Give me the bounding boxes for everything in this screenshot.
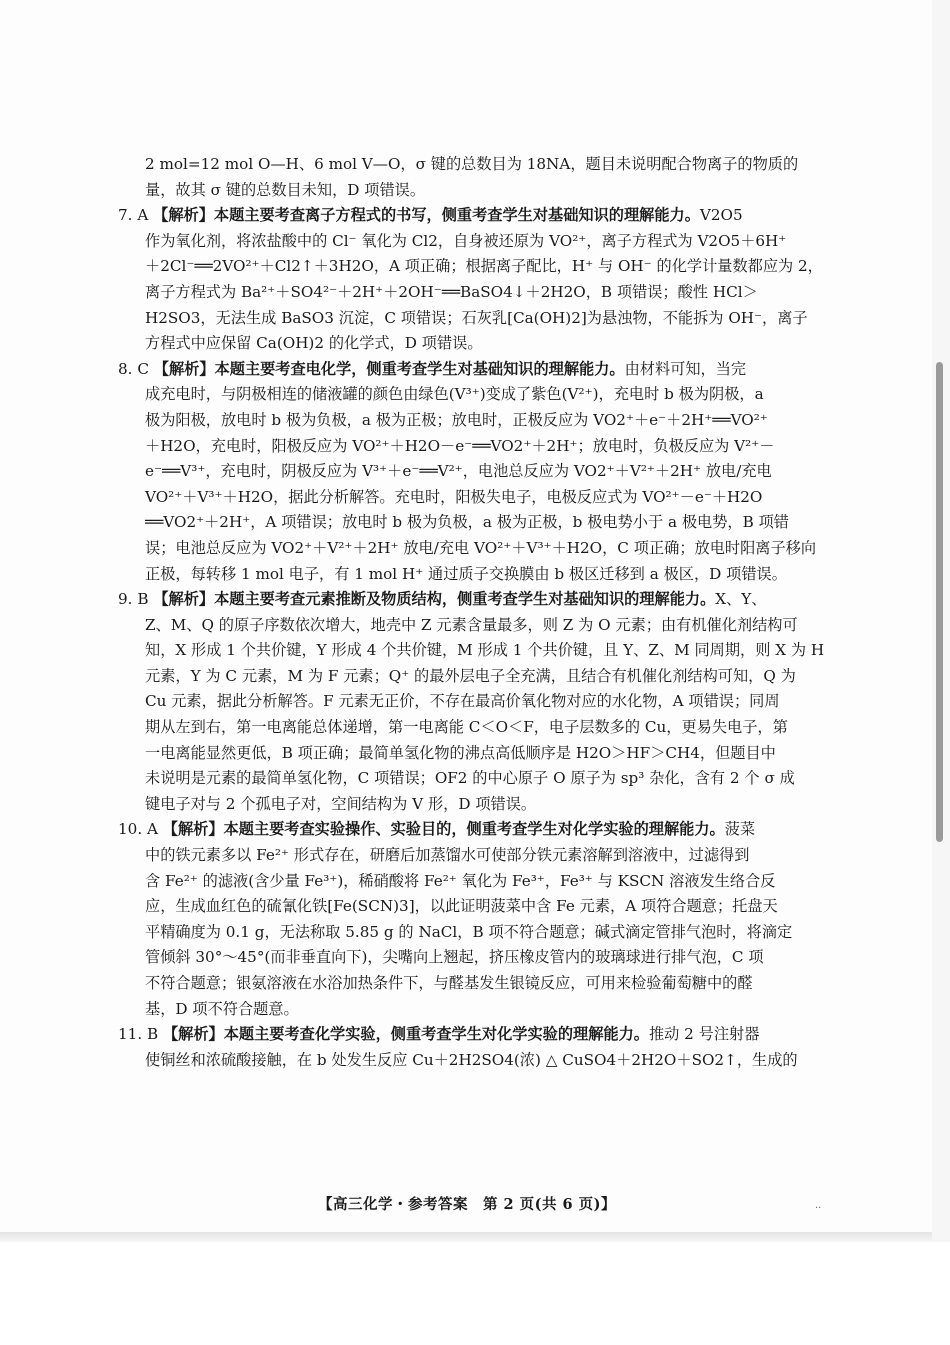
text-run: 一电离能显然更低，B 项正确；最简单氢化物的沸点高低顺序是 H2O＞HF＞CH4，但题目中 <box>145 743 776 762</box>
text-line <box>118 178 830 204</box>
text-run: e⁻══V³⁺，充电时，阴极反应为 V³⁺＋e⁻══V²⁺，电池总反应为 VO2⁺＋V²⁺＋2H⁺ 放电/充电 <box>145 462 772 481</box>
text-run: 基，D 项不符合题意。 <box>145 999 299 1018</box>
text-line <box>118 997 830 1023</box>
text-line <box>118 587 830 613</box>
text-line <box>118 1022 830 1048</box>
text-run: 使铜丝和浓硫酸接触，在 b 处发生反应 Cu＋2H2SO4(浓) △ CuSO4＋2H2O＋SO2↑，生成的 <box>145 1050 798 1069</box>
text-run: 元素，Y 为 C 元素，M 为 F 元素；Q⁺ 的最外层电子全充满，且结合有机催化剂结构可知，Q 为 <box>145 666 796 685</box>
text-run: 10. A <box>118 820 163 839</box>
text-line <box>118 229 830 255</box>
footer-mark: ·· <box>815 1203 822 1214</box>
text-line <box>118 280 830 306</box>
analysis-heading: 【解析】本题主要考查化学实验，侧重考查学生对化学实验的理解能力。 <box>162 1025 649 1044</box>
text-run: V2O5 <box>699 206 743 225</box>
text-run: 平精确度为 0.1 g，无法称取 5.85 g 的 NaCl，B 项不符合题意；碱式滴定管排气泡时，将滴定 <box>145 922 793 941</box>
text-line <box>118 869 830 895</box>
text-run: 方程式中应保留 Ca(OH)2 的化学式，D 项错误。 <box>145 334 483 353</box>
text-run: X、Y、 <box>715 590 767 609</box>
text-line <box>118 843 830 869</box>
text-run: 误；电池总反应为 VO2⁺＋V²⁺＋2H⁺ 放电/充电 VO²⁺＋V³⁺＋H2O，C 项正确；放电时阳离子移向 <box>145 538 817 557</box>
text-run: 由材料可知，当完 <box>624 359 747 378</box>
text-run: 2 mol=12 mol O—H、6 mol V—O，σ 键的总数目为 18NA，题目未说明配合物离子的物质的 <box>145 155 799 173</box>
text-run: 离子方程式为 Ba²⁺＋SO4²⁻＋2H⁺＋2OH⁻══BaSO4↓＋2H2O，B 项错误；酸性 HCl＞ <box>145 282 758 301</box>
text-line <box>118 536 830 562</box>
text-line <box>118 382 830 408</box>
text-run: 菠菜 <box>724 820 756 839</box>
text-line <box>118 792 830 818</box>
text-run: 量，故其 σ 键的总数目未知，D 项错误。 <box>145 180 426 199</box>
page-footer: 【高三化学・参考答案 第 2 页(共 6 页)】 <box>317 1196 617 1213</box>
text-line <box>118 459 830 485</box>
text-line <box>118 766 830 792</box>
text-run: 知，X 形成 1 个共价键，Y 形成 4 个共价键，M 形成 1 个共价键，且 Y、Z、M 同周期，则 X 为 H <box>145 641 825 660</box>
text-run: 管倾斜 30°～45°(而非垂直向下)，尖嘴向上翘起，挤压橡皮管内的玻璃球进行排气泡，C 项 <box>145 948 764 967</box>
analysis-heading: 【解析】本题主要考查元素推断及物质结构，侧重考查学生对基础知识的理解能力。 <box>153 590 716 609</box>
text-run: 7. A <box>118 206 154 225</box>
text-run: 未说明是元素的最简单氢化物，C 项错误；OF2 的中心原子 O 原子为 sp³ 杂化，含有 2 个 σ 成 <box>145 769 795 788</box>
text-run: 键电子对与 2 个孤电子对，空间结构为 V 形，D 项错误。 <box>145 794 537 813</box>
text-line <box>118 152 830 178</box>
text-run: 推动 2 号注射器 <box>648 1025 760 1044</box>
text-run: 正极，每转移 1 mol 电子，有 1 mol H⁺ 通过质子交换膜由 b 极区迁移到 a 极区，D 项错误。 <box>145 564 787 583</box>
text-run: Cu 元素，据此分析解答。F 元素无正价，不存在最高价氧化物对应的水化物，A 项错误；同周 <box>145 692 780 711</box>
text-line <box>118 689 830 715</box>
text-line <box>118 203 830 229</box>
text-line <box>118 971 830 997</box>
text-line <box>118 945 830 971</box>
text-run: 11. B <box>118 1025 163 1044</box>
text-run: H2SO3，无法生成 BaSO3 沉淀，C 项错误；石灰乳[Ca(OH)2]为悬浊物，不能拆为 OH⁻，离子 <box>145 308 808 327</box>
text-line <box>118 1048 830 1074</box>
text-line <box>118 306 830 332</box>
text-line <box>118 715 830 741</box>
text-line <box>118 331 830 357</box>
text-run: 9. B <box>118 590 154 609</box>
analysis-heading: 【解析】本题主要考查电化学，侧重考查学生对基础知识的理解能力。 <box>153 359 625 378</box>
text-run: VO²⁺＋V³⁺＋H2O，据此分析解答。充电时，阳极失电子，电极反应式为 VO²⁺－e⁻＋H2O <box>145 487 763 506</box>
text-line <box>118 357 830 383</box>
text-run: 含 Fe²⁺ 的滤液(含少量 Fe³⁺)，稀硝酸将 Fe²⁺ 氧化为 Fe³⁺，Fe³⁺ 与 KSCN 溶液发生络合反 <box>145 871 776 890</box>
text-run: 成充电时，与阴极相连的储液罐的颜色由绿色(V³⁺)变成了紫色(V²⁺)，充电时 b 极为阴极，a <box>145 385 764 404</box>
text-run: ══VO2⁺＋2H⁺，A 项错误；放电时 b 极为负极，a 极为正极，b 极电势小于 a 极电势，B 项错 <box>145 513 789 532</box>
text-line <box>118 894 830 920</box>
text-line <box>118 817 830 843</box>
answer-text <box>118 152 830 1073</box>
text-line <box>118 562 830 588</box>
text-line <box>118 434 830 460</box>
text-run: 8. C <box>118 359 154 378</box>
text-run: 极为阳极，放电时 b 极为负极，a 极为正极；放电时，正极反应为 VO2⁺＋e⁻＋2H⁺══VO²⁺ <box>145 410 768 429</box>
text-run: 应，生成血红色的硫氰化铁[Fe(SCN)3]，以此证明菠菜中含 Fe 元素，A 项符合题意；托盘天 <box>145 897 778 916</box>
text-line <box>118 408 830 434</box>
text-line <box>118 741 830 767</box>
text-run: 期从左到右，第一电离能总体递增，第一电离能 C＜O＜F，电子层数多的 Cu，更易失电子，第 <box>145 718 788 737</box>
text-line <box>118 510 830 536</box>
text-line <box>118 638 830 664</box>
text-run: 不符合题意；银氨溶液在水浴加热条件下，与醛基发生银镜反应，可用来检验葡萄糖中的醛 <box>145 974 753 992</box>
text-line <box>118 664 830 690</box>
text-run: 中的铁元素多以 Fe²⁺ 形式存在，研磨后加蒸馏水可使部分铁元素溶解到溶液中，过滤得到 <box>145 846 750 865</box>
text-line <box>118 254 830 280</box>
analysis-heading: 【解析】本题主要考查离子方程式的书写，侧重考查学生对基础知识的理解能力。 <box>153 206 700 225</box>
text-line <box>118 613 830 639</box>
text-run: ＋2Cl⁻══2VO²⁺＋Cl2↑＋3H2O，A 项正确；根据离子配比，H⁺ 与 OH⁻ 的化学计量数都应为 2， <box>145 257 823 276</box>
text-line <box>118 485 830 511</box>
text-run: Z、M、Q 的原子序数依次增大，地壳中 Z 元素含量最多，则 Z 为 O 元素；由有机催化剂结构可 <box>145 615 798 634</box>
text-run: ＋H2O，充电时，阳极反应为 VO²⁺＋H2O－e⁻══VO2⁺＋2H⁺；放电时，负极反应为 V²⁺－ <box>145 436 775 455</box>
page-bottom-edge <box>0 1232 950 1242</box>
analysis-heading: 【解析】本题主要考查实验操作、实验目的，侧重考查学生对化学实验的理解能力。 <box>162 820 725 839</box>
text-line <box>118 920 830 946</box>
scrollbar-thumb[interactable] <box>936 362 943 842</box>
text-run: 作为氧化剂，将浓盐酸中的 Cl⁻ 氧化为 Cl2，自身被还原为 VO²⁺，离子方程式为 V2O5＋6H⁺ <box>145 231 787 250</box>
